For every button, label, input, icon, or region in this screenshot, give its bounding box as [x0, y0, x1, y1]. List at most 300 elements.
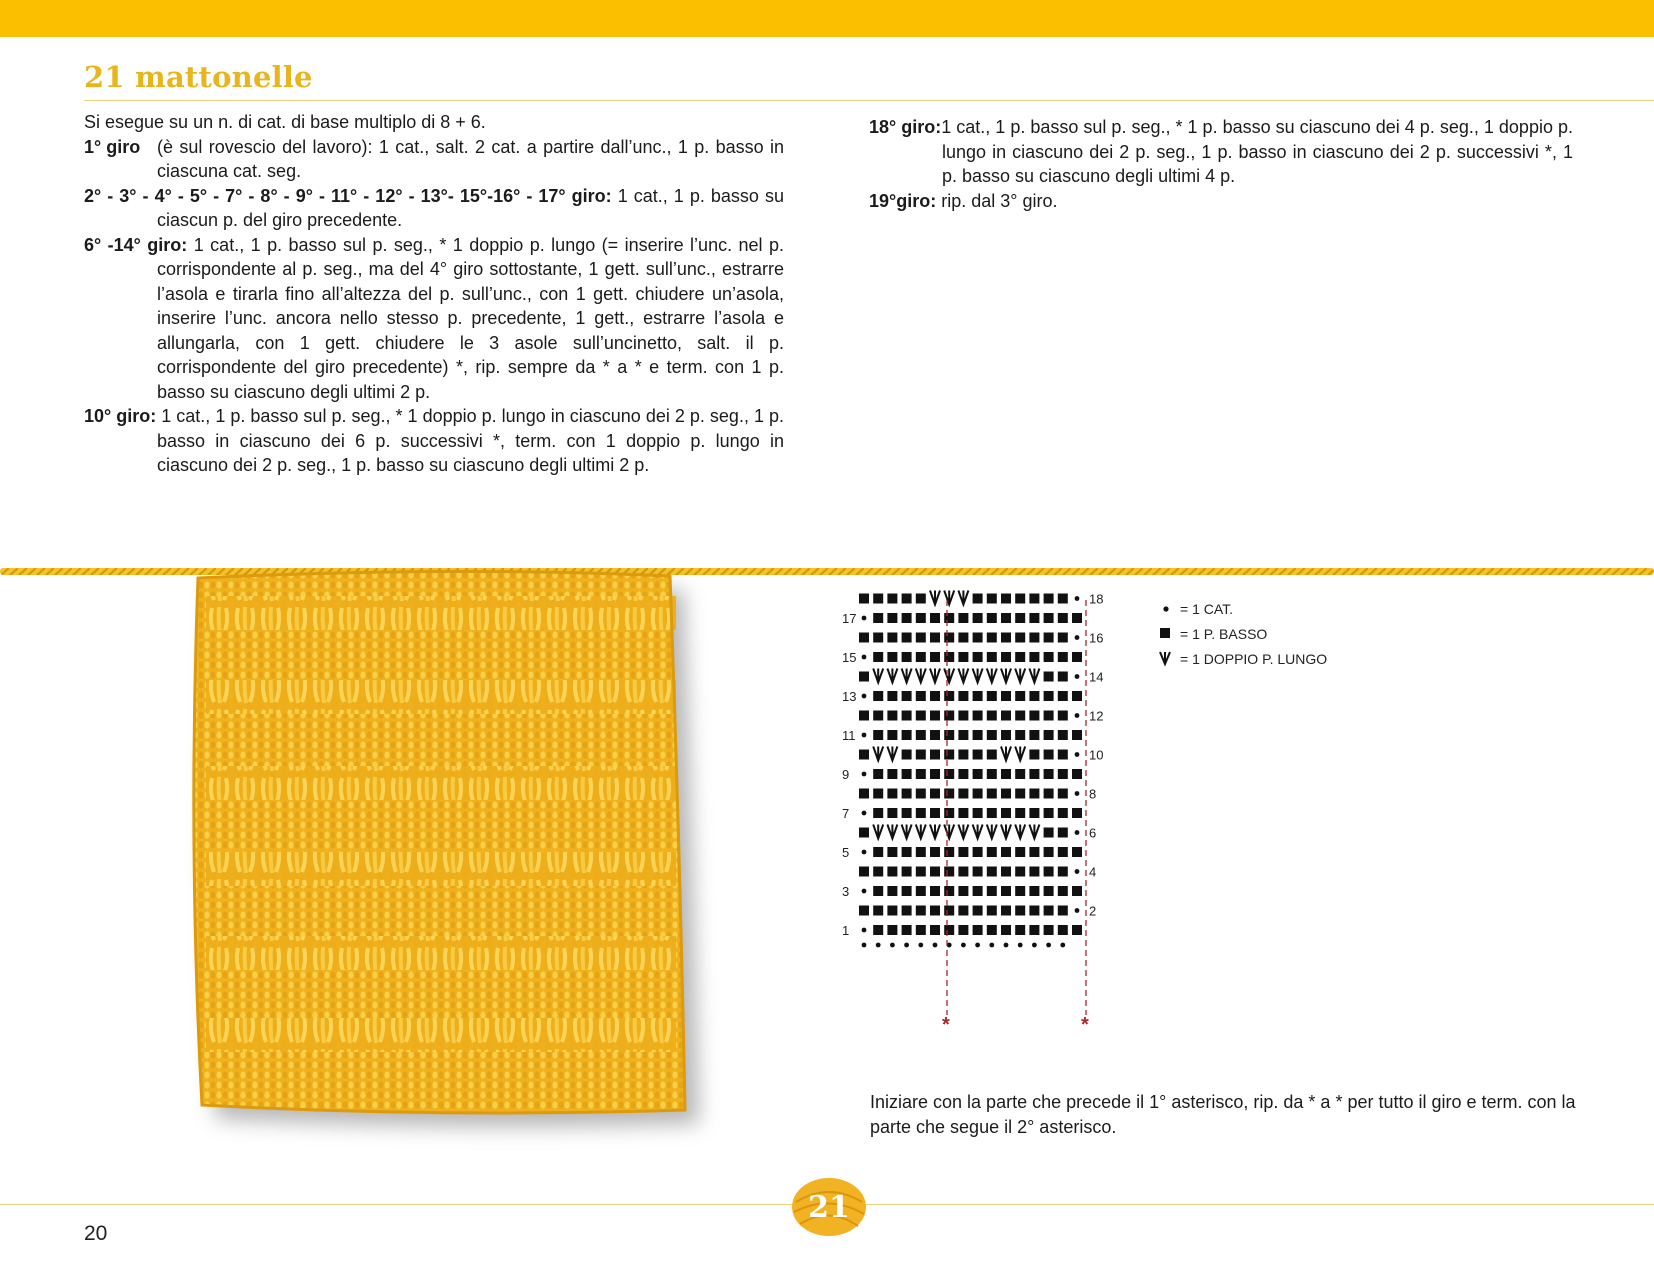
long-stitch — [873, 825, 883, 839]
single-crochet — [1029, 594, 1039, 604]
single-crochet — [1044, 789, 1054, 799]
single-crochet — [944, 613, 954, 623]
single-crochet — [930, 906, 940, 916]
single-crochet — [958, 613, 968, 623]
long-stitch — [973, 669, 983, 683]
single-crochet — [1044, 594, 1054, 604]
single-crochet — [944, 886, 954, 896]
long-stitch — [1001, 747, 1011, 761]
single-crochet — [1058, 925, 1068, 935]
single-crochet — [1044, 730, 1054, 740]
single-crochet — [873, 789, 883, 799]
step-text: 1 cat., 1 p. basso sul p. seg., * 1 doppio p. lungo (= inserire l’unc. nel p. corrispondente al p. seg., ma del 4° giro sottostante, 1 gett. sull’unc., estrarre l’asola e tirarla fino all’altezza del p. sull’unc., con 1 gett. chiudere un’asola, inserire l’unc. ancora nello stesso p. precedente, 1 gett., estrarre l’asola e allungarla, con 1 gett. chiudere le 3 asole sull’uncinetto, salt. il p. corrispondente del giro precedente) *, rip. sempre da * a * e term. con 1 p. basso su ciascuno degli ultimi 2 p. — [157, 234, 784, 402]
single-crochet — [887, 730, 897, 740]
single-crochet — [1029, 691, 1039, 701]
single-crochet — [1001, 652, 1011, 662]
single-crochet — [1044, 867, 1054, 877]
chain-stitch — [862, 943, 867, 948]
chain-stitch — [989, 943, 994, 948]
instructions-left-column — [84, 110, 784, 478]
legend-chain: = 1 CAT. — [1180, 601, 1234, 617]
single-crochet — [859, 906, 869, 916]
single-crochet — [987, 925, 997, 935]
chain-stitch — [975, 943, 980, 948]
single-crochet — [1001, 808, 1011, 818]
single-crochet — [1015, 867, 1025, 877]
step-text: 1 cat., 1 p. basso su ciascun p. del giro precedente. — [157, 185, 784, 230]
single-crochet — [916, 808, 926, 818]
single-crochet — [1001, 711, 1011, 721]
single-crochet — [958, 808, 968, 818]
single-crochet — [1044, 672, 1054, 682]
single-crochet — [1058, 750, 1068, 760]
single-crochet — [1072, 886, 1082, 896]
row-number: 10 — [1089, 747, 1104, 763]
legend-long: = 1 DOPPIO P. LUNGO — [1180, 651, 1328, 667]
single-crochet — [1058, 672, 1068, 682]
single-crochet — [987, 613, 997, 623]
single-crochet — [973, 789, 983, 799]
single-crochet — [916, 750, 926, 760]
single-crochet — [944, 633, 954, 643]
single-crochet — [1001, 886, 1011, 896]
single-crochet — [1044, 691, 1054, 701]
long-stitch — [958, 825, 968, 839]
step-text: rip. dal 3° giro. — [941, 190, 1058, 211]
single-crochet — [916, 789, 926, 799]
row-number: 17 — [842, 611, 857, 626]
turning-chain — [1075, 908, 1080, 913]
single-crochet — [873, 906, 883, 916]
single-crochet — [1072, 808, 1082, 818]
single-crochet — [887, 867, 897, 877]
row-number: 8 — [1089, 786, 1097, 802]
single-crochet — [1029, 613, 1039, 623]
chart-footnote: Iniziare con la parte che precede il 1° asterisco, rip. da * a * per tutto il giro e term. con la parte che segue il 2° asterisco. — [870, 1092, 1576, 1137]
single-crochet — [1058, 652, 1068, 662]
long-stitch — [1001, 825, 1011, 839]
single-crochet — [930, 808, 940, 818]
single-crochet — [1029, 808, 1039, 818]
single-crochet — [902, 925, 912, 935]
row-number: 13 — [842, 689, 857, 704]
single-crochet — [1058, 789, 1068, 799]
chain-stitch — [1032, 943, 1037, 948]
single-crochet — [944, 925, 954, 935]
single-crochet — [859, 828, 869, 838]
single-crochet — [958, 906, 968, 916]
single-crochet — [987, 769, 997, 779]
single-crochet — [930, 769, 940, 779]
long-stitch — [930, 825, 940, 839]
single-crochet — [973, 847, 983, 857]
long-stitch — [902, 669, 912, 683]
single-crochet — [873, 613, 883, 623]
single-crochet — [1044, 847, 1054, 857]
single-crochet — [873, 691, 883, 701]
single-crochet — [902, 730, 912, 740]
single-crochet — [1001, 925, 1011, 935]
single-crochet — [916, 711, 926, 721]
single-crochet — [873, 925, 883, 935]
single-crochet — [1072, 769, 1082, 779]
single-crochet — [1044, 750, 1054, 760]
single-crochet — [1015, 769, 1025, 779]
turning-chain — [1075, 830, 1080, 835]
single-crochet — [930, 789, 940, 799]
single-crochet — [873, 633, 883, 643]
turning-chain — [1075, 752, 1080, 757]
single-crochet — [987, 691, 997, 701]
row-number: 18 — [1089, 591, 1104, 607]
single-crochet — [944, 730, 954, 740]
single-crochet — [1001, 730, 1011, 740]
single-crochet — [1015, 652, 1025, 662]
long-stitch — [887, 669, 897, 683]
instructions-right-column — [869, 115, 1573, 213]
single-crochet — [1058, 906, 1068, 916]
single-crochet — [1015, 906, 1025, 916]
badge-number: 21 — [808, 1190, 850, 1225]
single-crochet — [973, 867, 983, 877]
long-stitch — [1015, 747, 1025, 761]
step-row — [84, 135, 784, 184]
single-crochet — [902, 867, 912, 877]
single-crochet — [958, 789, 968, 799]
long-stitch — [902, 825, 912, 839]
single-crochet — [1015, 730, 1025, 740]
single-crochet — [973, 613, 983, 623]
single-crochet — [859, 789, 869, 799]
single-crochet — [987, 730, 997, 740]
stitch-chart — [842, 591, 1350, 1036]
single-crochet — [916, 691, 926, 701]
single-crochet — [973, 906, 983, 916]
chain-stitch — [1046, 943, 1051, 948]
single-crochet — [1044, 769, 1054, 779]
single-crochet — [902, 594, 912, 604]
long-stitch — [1001, 669, 1011, 683]
turning-chain — [862, 889, 867, 894]
long-stitch — [1015, 669, 1025, 683]
single-crochet — [930, 886, 940, 896]
single-crochet — [1029, 769, 1039, 779]
single-crochet-symbol-icon — [1160, 628, 1170, 638]
single-crochet — [916, 613, 926, 623]
single-crochet — [944, 808, 954, 818]
single-crochet — [1029, 789, 1039, 799]
single-crochet — [873, 808, 883, 818]
single-crochet — [1058, 847, 1068, 857]
single-crochet — [1001, 613, 1011, 623]
single-crochet — [987, 847, 997, 857]
long-stitch — [873, 669, 883, 683]
step-label: 6° -14° giro: — [84, 234, 188, 255]
long-stitch — [944, 591, 954, 605]
single-crochet — [1058, 691, 1068, 701]
long-stitch — [987, 669, 997, 683]
single-crochet — [973, 769, 983, 779]
single-crochet — [973, 925, 983, 935]
single-crochet — [873, 711, 883, 721]
single-crochet — [1072, 613, 1082, 623]
single-crochet — [887, 711, 897, 721]
single-crochet — [944, 652, 954, 662]
long-stitch — [887, 825, 897, 839]
single-crochet — [1044, 613, 1054, 623]
single-crochet — [1015, 613, 1025, 623]
single-crochet — [1044, 711, 1054, 721]
single-crochet — [973, 594, 983, 604]
turning-chain — [1075, 596, 1080, 601]
single-crochet — [958, 750, 968, 760]
single-crochet — [887, 652, 897, 662]
single-crochet — [930, 847, 940, 857]
chain-stitch — [1004, 943, 1009, 948]
single-crochet — [944, 769, 954, 779]
single-crochet — [1015, 633, 1025, 643]
single-crochet — [987, 808, 997, 818]
single-crochet — [1044, 652, 1054, 662]
single-crochet — [987, 906, 997, 916]
single-crochet — [1072, 652, 1082, 662]
single-crochet — [958, 847, 968, 857]
long-stitch — [1029, 669, 1039, 683]
single-crochet — [1044, 906, 1054, 916]
single-crochet — [887, 594, 897, 604]
top-accent-bar — [0, 0, 1654, 37]
single-crochet — [1029, 886, 1039, 896]
single-crochet — [902, 808, 912, 818]
single-crochet — [944, 789, 954, 799]
chain-stitch — [1060, 943, 1065, 948]
single-crochet — [987, 633, 997, 643]
single-crochet — [1001, 867, 1011, 877]
long-stitch — [944, 825, 954, 839]
crochet-swatch-photo — [180, 570, 710, 1130]
row-number: 2 — [1089, 903, 1097, 919]
single-crochet — [916, 847, 926, 857]
step-row — [869, 189, 1573, 214]
single-crochet — [1029, 867, 1039, 877]
single-crochet — [859, 750, 869, 760]
single-crochet — [859, 711, 869, 721]
single-crochet — [1058, 711, 1068, 721]
single-crochet — [973, 652, 983, 662]
single-crochet — [973, 750, 983, 760]
single-crochet — [944, 691, 954, 701]
single-crochet — [930, 711, 940, 721]
row-number: 5 — [842, 845, 850, 860]
single-crochet — [987, 594, 997, 604]
single-crochet — [887, 886, 897, 896]
single-crochet — [887, 769, 897, 779]
chain-stitch — [876, 943, 881, 948]
row-number: 7 — [842, 806, 850, 821]
single-crochet — [1015, 594, 1025, 604]
single-crochet — [1001, 769, 1011, 779]
single-crochet — [958, 867, 968, 877]
single-crochet — [987, 652, 997, 662]
single-crochet — [944, 867, 954, 877]
single-crochet — [859, 672, 869, 682]
single-crochet — [973, 808, 983, 818]
single-crochet — [1058, 867, 1068, 877]
row-number: 11 — [842, 728, 856, 743]
single-crochet — [1058, 808, 1068, 818]
single-crochet — [1044, 828, 1054, 838]
single-crochet — [916, 925, 926, 935]
single-crochet — [902, 613, 912, 623]
single-crochet — [1029, 652, 1039, 662]
single-crochet — [930, 652, 940, 662]
single-crochet — [916, 633, 926, 643]
single-crochet — [916, 594, 926, 604]
single-crochet — [930, 730, 940, 740]
long-stitch-symbol-icon — [1160, 652, 1170, 664]
chain-symbol-icon — [1163, 606, 1168, 611]
single-crochet — [1044, 886, 1054, 896]
turning-chain — [1075, 869, 1080, 874]
single-crochet — [1029, 925, 1039, 935]
asterisk-end: * — [1081, 1014, 1089, 1036]
single-crochet — [902, 789, 912, 799]
single-crochet — [1029, 711, 1039, 721]
single-crochet — [1029, 633, 1039, 643]
single-crochet — [859, 633, 869, 643]
single-crochet — [1015, 808, 1025, 818]
single-crochet — [1015, 925, 1025, 935]
single-crochet — [902, 652, 912, 662]
step-label: 1° giro — [84, 136, 141, 157]
step-label: 10° giro: — [84, 406, 157, 426]
chain-stitch — [904, 943, 909, 948]
single-crochet — [958, 925, 968, 935]
single-crochet — [902, 769, 912, 779]
turning-chain — [1075, 791, 1080, 796]
single-crochet — [987, 789, 997, 799]
row-number: 1 — [842, 923, 850, 938]
turning-chain — [862, 616, 867, 621]
single-crochet — [930, 750, 940, 760]
single-crochet — [887, 925, 897, 935]
single-crochet — [1029, 730, 1039, 740]
single-crochet — [859, 594, 869, 604]
chain-stitch — [961, 943, 966, 948]
single-crochet — [902, 906, 912, 916]
single-crochet — [1058, 828, 1068, 838]
step-text: (è sul rovescio del lavoro): 1 cat., salt. 2 cat. a partire dall’unc., 1 p. basso in ciascuna cat. seg. — [157, 136, 784, 181]
single-crochet — [873, 730, 883, 740]
row-number: 3 — [842, 884, 850, 899]
intro-line: Si esegue su un n. di cat. di base multiplo di 8 + 6. — [84, 112, 486, 132]
single-crochet — [1029, 847, 1039, 857]
chain-stitch — [933, 943, 938, 948]
single-crochet — [1001, 906, 1011, 916]
step-row — [84, 233, 784, 405]
single-crochet — [1001, 594, 1011, 604]
long-stitch — [1015, 825, 1025, 839]
row-number: 16 — [1089, 630, 1104, 646]
chain-stitch — [1018, 943, 1023, 948]
single-crochet — [1044, 633, 1054, 643]
single-crochet — [916, 652, 926, 662]
single-crochet — [958, 691, 968, 701]
single-crochet — [1044, 925, 1054, 935]
single-crochet — [902, 691, 912, 701]
single-crochet — [958, 633, 968, 643]
single-crochet — [873, 769, 883, 779]
single-crochet — [1015, 691, 1025, 701]
single-crochet — [887, 789, 897, 799]
long-stitch — [930, 669, 940, 683]
single-crochet — [958, 730, 968, 740]
single-crochet — [1072, 847, 1082, 857]
turning-chain — [1075, 635, 1080, 640]
page-number: 20 — [84, 1222, 108, 1245]
single-crochet — [916, 730, 926, 740]
single-crochet — [1001, 633, 1011, 643]
single-crochet — [1058, 886, 1068, 896]
single-crochet — [902, 633, 912, 643]
single-crochet — [873, 594, 883, 604]
long-stitch — [944, 669, 954, 683]
single-crochet — [887, 906, 897, 916]
single-crochet — [873, 886, 883, 896]
single-crochet — [944, 711, 954, 721]
step-label: 18° giro: — [869, 117, 942, 137]
turning-chain — [862, 850, 867, 855]
single-crochet — [873, 847, 883, 857]
row-number: 4 — [1089, 864, 1097, 880]
single-crochet — [1001, 691, 1011, 701]
turning-chain — [862, 655, 867, 660]
single-crochet — [987, 750, 997, 760]
long-stitch — [1029, 825, 1039, 839]
single-crochet — [930, 633, 940, 643]
turning-chain — [862, 811, 867, 816]
single-crochet — [958, 711, 968, 721]
turning-chain — [862, 772, 867, 777]
long-stitch — [973, 825, 983, 839]
single-crochet — [902, 886, 912, 896]
legend-single: = 1 P. BASSO — [1180, 626, 1268, 642]
single-crochet — [1072, 730, 1082, 740]
single-crochet — [930, 867, 940, 877]
long-stitch — [887, 747, 897, 761]
single-crochet — [987, 711, 997, 721]
turning-chain — [1075, 713, 1080, 718]
single-crochet — [916, 769, 926, 779]
long-stitch — [987, 825, 997, 839]
chain-stitch — [890, 943, 895, 948]
single-crochet — [973, 633, 983, 643]
single-crochet — [1072, 925, 1082, 935]
single-crochet — [987, 886, 997, 896]
single-crochet — [1072, 691, 1082, 701]
title-divider — [84, 100, 1654, 101]
single-crochet — [987, 867, 997, 877]
long-stitch — [916, 825, 926, 839]
single-crochet — [958, 886, 968, 896]
single-crochet — [1015, 847, 1025, 857]
single-crochet — [944, 906, 954, 916]
long-stitch — [873, 747, 883, 761]
step-row — [84, 404, 784, 478]
single-crochet — [1029, 906, 1039, 916]
single-crochet — [873, 652, 883, 662]
single-crochet — [944, 750, 954, 760]
